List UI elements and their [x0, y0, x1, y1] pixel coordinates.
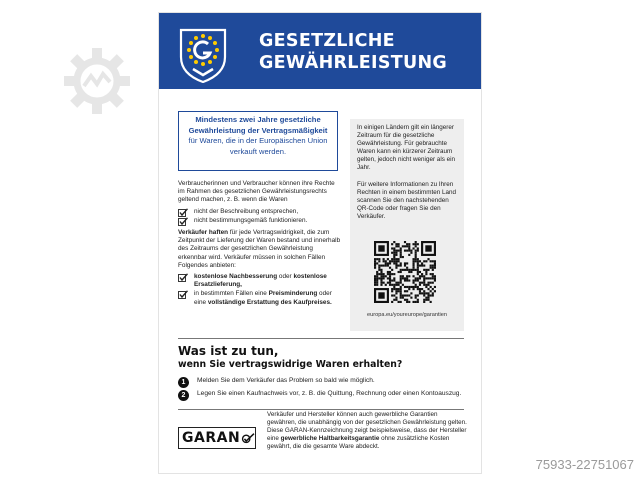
- garan-check-icon: [241, 432, 255, 444]
- rights-paragraph: Verbraucherinnen und Verbraucher können ihre Rechte im Rahmen des gesetzlichen Gewährleistungsrechts geltend machen, z. B. wenn die Waren: [178, 180, 335, 204]
- intro-box: [178, 111, 338, 171]
- remedy-or: oder: [277, 273, 294, 281]
- seller-liability-text: für jede Vertragswidrigkeit, die zum Zeitpunkt der Lieferung der Waren bestand und innerhalb des Zeitraums der gesetzlichen Gewährleistung erkennbar wird. Verkäufer müssen in solchen Fällen Folgendes anbieten:: [178, 229, 341, 269]
- intro-text: für Waren, die in der Europäischen Union verkauft werden.: [188, 136, 328, 156]
- commercial-guarantee-text: [267, 411, 467, 451]
- step-text: Melden Sie dem Verkäufer das Problem so bald wie möglich.: [197, 377, 375, 384]
- list-item: [178, 273, 343, 289]
- list-item-text: nicht bestimmungsgemäß funktionieren.: [194, 216, 308, 224]
- watermark-id: 75933-22751067: [535, 457, 634, 472]
- step-2: [178, 390, 463, 399]
- list-item: [178, 208, 343, 216]
- step-number-icon: 2: [178, 390, 189, 401]
- list-item: [178, 217, 343, 225]
- guarantee-bold: gewerbliche Haltbarkeitsgarantie: [280, 435, 380, 443]
- title-line-2: GEWÄHRLEISTUNG: [259, 53, 448, 73]
- seller-liability-bold: Verkäufer haften: [178, 229, 229, 237]
- divider: [178, 338, 464, 339]
- watermark-gear-icon: [62, 46, 132, 116]
- section-title: Was ist zu tun,: [178, 344, 279, 358]
- step-1: [178, 377, 463, 386]
- qr-code-icon[interactable]: [374, 241, 436, 303]
- longer-period-text: In einigen Ländern gilt ein längerer Zeitraum für die gesetzliche Gewährleistung. Für gebrauchte Waren kann ein kürzerer Zeitraum gelten, jedoch nicht weniger als ein Jahr.: [357, 124, 456, 172]
- remedy-refund: vollständige Erstattung des Kaufpreises.: [207, 298, 332, 306]
- remedy-price-reduction: Preisminderung: [268, 290, 318, 298]
- guarantee-text-b: ohne zusätzliche Kosten gewährt, die die gesamte Ware abdeckt.: [267, 435, 450, 451]
- step-number-icon: 1: [178, 377, 189, 388]
- remedy-prefix: in bestimmten Fällen eine: [194, 290, 269, 298]
- checkmark-icon: [178, 217, 188, 226]
- list-item: [178, 290, 343, 306]
- remedy-or-a: oder eine: [194, 290, 332, 306]
- checkmark-icon: [178, 273, 188, 282]
- remedy-replacement: kostenlose Ersatzlieferung,: [194, 273, 327, 289]
- info-box: [350, 119, 464, 331]
- remedies-list: [178, 273, 343, 307]
- remedy-repair: kostenlose Nachbesserung: [194, 273, 278, 281]
- garan-logo: [178, 427, 256, 449]
- conformity-list: [178, 208, 343, 225]
- section-subtitle: wenn Sie vertragswidrige Waren erhalten?: [178, 359, 403, 370]
- divider: [178, 409, 464, 410]
- more-info-text: Für weitere Informationen zu Ihren Rechten in einem bestimmten Land scannen Sie den nachstehenden QR-Code oder fragen Sie den Verkäufer.: [357, 180, 457, 220]
- list-item-text: nicht der Beschreibung entsprechen,: [194, 207, 299, 215]
- intro-bold-text: Mindestens zwei Jahre gesetzliche Gewährleistung der Vertragsmäßigkeit: [188, 115, 328, 135]
- eu-shield-icon: [179, 27, 227, 83]
- checkmark-icon: [178, 290, 188, 299]
- rights-column: [178, 180, 343, 311]
- garan-logo-text: GARAN: [182, 430, 241, 446]
- warranty-document: [158, 12, 482, 474]
- guarantee-text-a: Verkäufer und Hersteller können auch gewerbliche Garantien gewähren, die unabhängig von der gesetzlichen Gewährleistung gelten. Diese GARAN-Kennzeichnung zeigt beispielsweise, dass der Hersteller eine: [267, 411, 467, 443]
- qr-url[interactable]: europa.eu/youreurope/garantien: [367, 312, 447, 318]
- checkmark-icon: [178, 208, 188, 217]
- document-header: [159, 13, 481, 89]
- step-text: Legen Sie einen Kaufnachweis vor, z. B. die Quittung, Rechnung oder einen Kontoauszug.: [197, 390, 462, 397]
- seller-liability-paragraph: [178, 229, 343, 270]
- page-title: [259, 30, 474, 74]
- title-line-1: GESETZLICHE: [259, 31, 395, 51]
